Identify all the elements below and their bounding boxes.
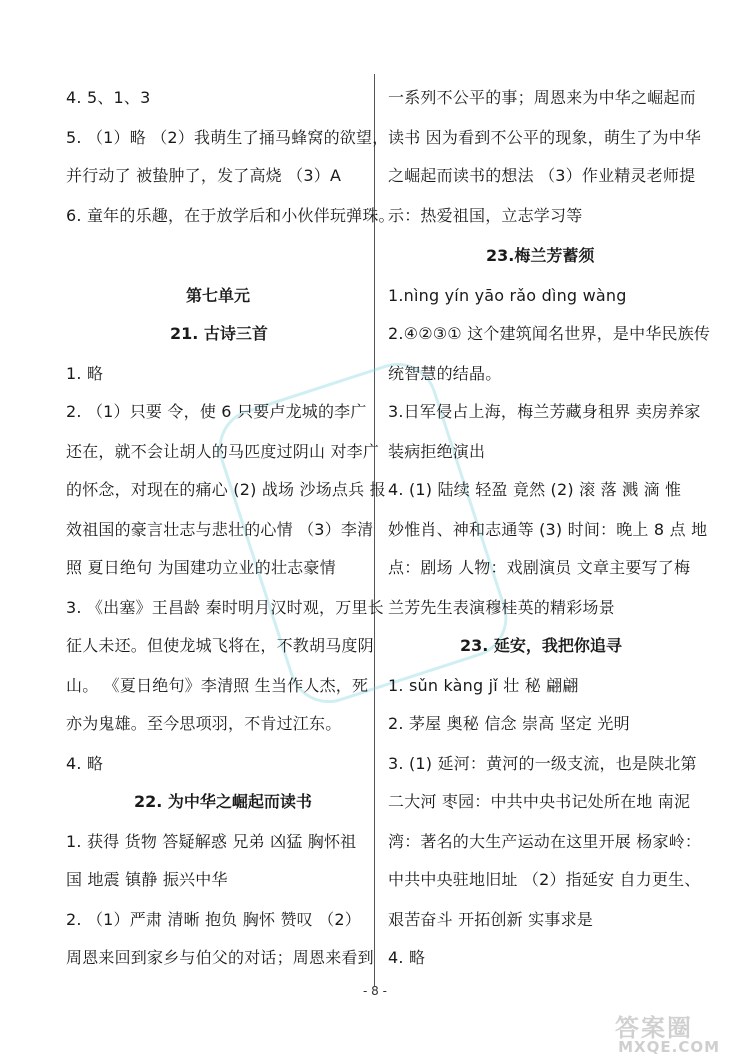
unit-heading: 第七单元 bbox=[186, 286, 251, 305]
answer-line: 2. （1）严肃 清晰 抱负 胸怀 赞叹 （2） bbox=[66, 910, 361, 929]
answer-line: 点：剧场 人物：戏剧演员 文章主要写了梅 bbox=[388, 558, 691, 577]
lesson-22-heading: 22. 为中华之崛起而读书 bbox=[134, 792, 312, 811]
answer-line: 并行动了 被蛰肿了，发了高烧 （3）A bbox=[66, 166, 342, 185]
lesson-23b-heading: 23. 延安，我把你追寻 bbox=[460, 636, 622, 655]
lesson-21-heading: 21. 古诗三首 bbox=[170, 324, 268, 343]
answer-line: 示：热爱祖国，立志学习等 bbox=[388, 206, 583, 225]
answer-line: 4. 略 bbox=[66, 754, 104, 773]
answer-line: 4. 5、1、3 bbox=[66, 88, 151, 107]
answer-line: 5. （1）略 （2）我萌生了捅马蜂窝的欲望， bbox=[66, 128, 389, 147]
answer-line: 亦为鬼雄。至今思项羽，不肯过江东。 bbox=[66, 714, 342, 733]
answer-line: 2.④②③① 这个建筑闻名世界，是中华民族传 bbox=[388, 324, 711, 343]
answer-line: 1. 略 bbox=[66, 364, 104, 383]
answer-line: 妙惟肖、神和志通等 (3) 时间：晚上 8 点 地 bbox=[388, 520, 708, 539]
answer-line: 山。 《夏日绝句》李清照 生当作人杰，死 bbox=[66, 676, 369, 695]
answer-line: 兰芳先生表演穆桂英的精彩场景 bbox=[388, 598, 615, 617]
page-number: - 8 - bbox=[363, 984, 387, 998]
answer-line: 1. 获得 货物 答疑解惑 兄弟 凶猛 胸怀祖 bbox=[66, 832, 357, 851]
answer-line: 2. 茅屋 奥秘 信念 崇高 坚定 光明 bbox=[388, 714, 630, 733]
answer-line: 统智慧的结晶。 bbox=[388, 364, 502, 383]
answer-line: 征人未还。但使龙城飞将在，不教胡马度阴 bbox=[66, 636, 374, 655]
answer-line: 之崛起而读书的想法 （3）作业精灵老师提 bbox=[388, 166, 696, 185]
answer-line: 4. (1) 陆续 轻盈 竟然 (2) 滚 落 溅 滴 惟 bbox=[388, 480, 682, 499]
answer-line: 读书 因为看到不公平的现象，萌生了为中华 bbox=[388, 128, 702, 147]
answer-line: 二大河 枣园：中共中央书记处所在地 南泥 bbox=[388, 792, 691, 811]
answer-line: 一系列不公平的事；周恩来为中华之崛起而 bbox=[388, 88, 696, 107]
watermark-logo: 答案圈 bbox=[615, 1014, 693, 1042]
lesson-23a-heading: 23.梅兰芳蓄须 bbox=[486, 246, 595, 265]
answer-line: 艰苦奋斗 开拓创新 实事求是 bbox=[388, 910, 593, 929]
answer-line: 周恩来回到家乡与伯父的对话；周恩来看到 bbox=[66, 948, 374, 967]
answer-line: 3.日军侵占上海，梅兰芳藏身租界 卖房养家 bbox=[388, 402, 701, 421]
answer-line: 效祖国的豪言壮志与悲壮的心情 （3）李清 bbox=[66, 520, 374, 539]
answer-line: 还在，就不会让胡人的马匹度过阴山 对李广 bbox=[66, 442, 380, 461]
answer-line: 1.nìng yín yāo rǎo dìng wàng bbox=[388, 286, 627, 305]
answer-line: 湾：著名的大生产运动在这里开展 杨家岭： bbox=[388, 832, 702, 851]
answer-line: 国 地震 镇静 振兴中华 bbox=[66, 870, 228, 889]
answer-line: 1. sǔn kàng jǐ 壮 秘 翩翩 bbox=[388, 676, 579, 695]
answer-line: 3. 《出塞》王昌龄 秦时明月汉时观，万里长 bbox=[66, 598, 384, 617]
answer-line: 6. 童年的乐趣，在于放学后和小伙伴玩弹珠。 bbox=[66, 206, 395, 225]
answer-line: 2. （1）只要 令，使 6 只要卢龙城的李广 bbox=[66, 402, 367, 421]
answer-line: 4. 略 bbox=[388, 948, 426, 967]
answer-line: 装病拒绝演出 bbox=[388, 442, 486, 461]
watermark-url: MXQE.COM bbox=[618, 1038, 720, 1056]
answer-line: 3. (1) 延河：黄河的一级支流，也是陕北第 bbox=[388, 754, 697, 773]
answer-line: 的怀念，对现在的痛心 (2) 战场 沙场点兵 报 bbox=[66, 480, 386, 499]
answer-line: 中共中央驻地旧址 （2）指延安 自力更生、 bbox=[388, 870, 701, 889]
answer-line: 照 夏日绝句 为国建功立业的壮志豪情 bbox=[66, 558, 336, 577]
